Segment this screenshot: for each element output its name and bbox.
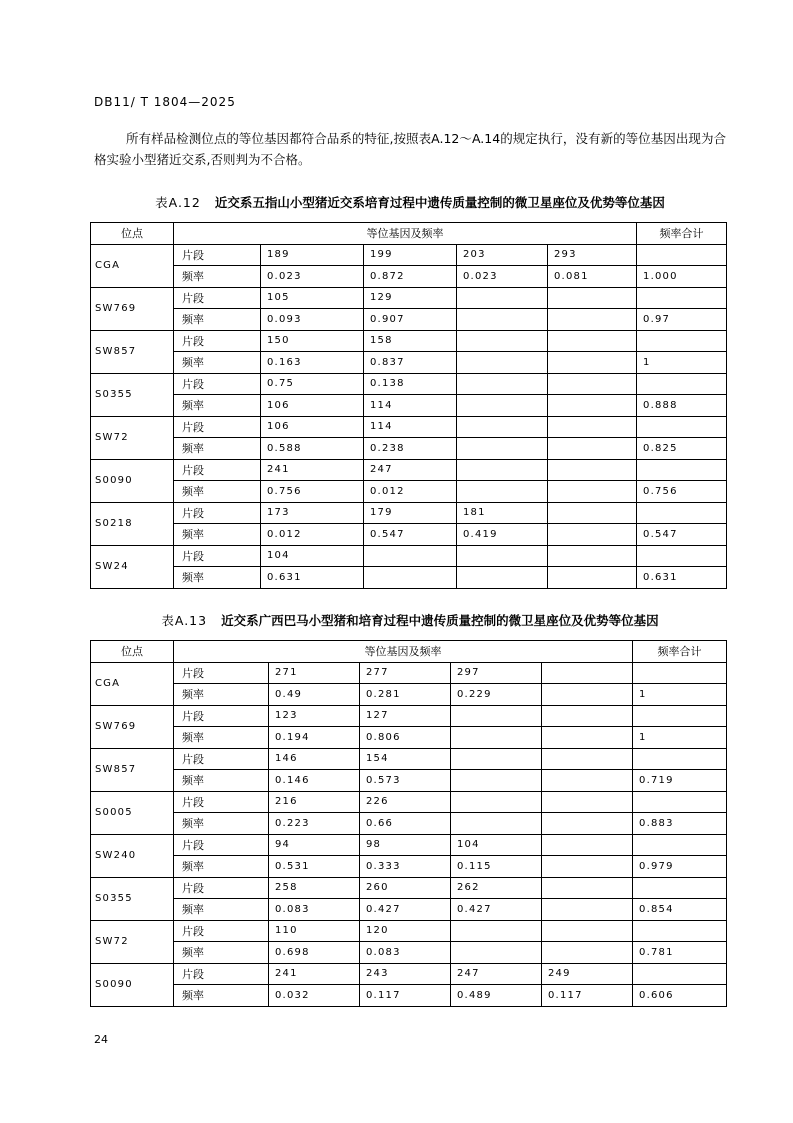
table-row xyxy=(91,662,727,684)
table-row xyxy=(91,266,727,288)
fragment-cell xyxy=(542,662,633,684)
frequency-cell xyxy=(364,567,457,589)
total-cell xyxy=(633,748,727,770)
frequency-cell xyxy=(548,481,637,503)
table-row xyxy=(91,244,727,266)
frequency-cell xyxy=(548,567,637,589)
frequency-label: 频率 xyxy=(174,524,261,546)
table-row xyxy=(91,684,727,706)
total-cell: 0.781 xyxy=(633,942,727,964)
fragment-label: 片段 xyxy=(174,877,269,899)
frequency-cell xyxy=(451,942,542,964)
frequency-cell: 0.698 xyxy=(269,942,360,964)
locus-cell: S0090 xyxy=(91,459,174,502)
frequency-cell: 0.66 xyxy=(360,813,451,835)
table-a12 xyxy=(90,222,727,589)
frequency-cell xyxy=(542,942,633,964)
fragment-label: 片段 xyxy=(174,287,261,309)
fragment-cell xyxy=(542,834,633,856)
fragment-cell xyxy=(364,545,457,567)
locus-cell: SW72 xyxy=(91,920,174,963)
locus-cell: S0090 xyxy=(91,963,174,1006)
fragment-cell: 262 xyxy=(451,877,542,899)
fragment-cell xyxy=(542,791,633,813)
col-header-locus: 位点 xyxy=(91,641,174,663)
fragment-cell xyxy=(457,287,548,309)
frequency-cell: 0.146 xyxy=(269,770,360,792)
total-cell xyxy=(633,834,727,856)
fragment-cell: 258 xyxy=(269,877,360,899)
frequency-cell xyxy=(451,770,542,792)
frequency-cell: 0.806 xyxy=(360,727,451,749)
fragment-label: 片段 xyxy=(174,459,261,481)
frequency-cell: 0.117 xyxy=(360,985,451,1007)
frequency-cell: 0.907 xyxy=(364,309,457,331)
fragment-cell: 297 xyxy=(451,662,542,684)
fragment-cell: 293 xyxy=(548,244,637,266)
fragment-cell: 104 xyxy=(261,545,364,567)
total-cell: 0.631 xyxy=(637,567,727,589)
table-row xyxy=(91,899,727,921)
fragment-cell: 129 xyxy=(364,287,457,309)
fragment-cell: 0.138 xyxy=(364,373,457,395)
frequency-cell: 0.281 xyxy=(360,684,451,706)
frequency-cell xyxy=(451,813,542,835)
fragment-label: 片段 xyxy=(174,748,269,770)
fragment-label: 片段 xyxy=(174,330,261,352)
fragment-cell: 104 xyxy=(451,834,542,856)
table-row xyxy=(91,856,727,878)
table-row xyxy=(91,395,727,417)
table-row xyxy=(91,330,727,352)
frequency-cell xyxy=(542,684,633,706)
table-a13-number: 表A.13 xyxy=(161,613,208,628)
frequency-label: 频率 xyxy=(174,684,269,706)
table-a12-caption xyxy=(90,193,730,211)
fragment-cell xyxy=(548,502,637,524)
intro-paragraph: 所有样品检测位点的等位基因都符合品系的特征,按照表A.12～A.14的规定执行，没有新的等位基因出现为合格实验小型猪近交系,否则判为不合格。 xyxy=(94,131,726,167)
frequency-cell xyxy=(457,438,548,460)
total-cell: 0.888 xyxy=(637,395,727,417)
frequency-cell: 0.419 xyxy=(457,524,548,546)
table-row xyxy=(91,748,727,770)
frequency-label: 频率 xyxy=(174,266,261,288)
fragment-cell: 105 xyxy=(261,287,364,309)
total-cell: 0.756 xyxy=(637,481,727,503)
table-a13-caption xyxy=(90,611,730,629)
frequency-cell xyxy=(457,567,548,589)
frequency-label: 频率 xyxy=(174,899,269,921)
frequency-label: 频率 xyxy=(174,942,269,964)
fragment-cell: 271 xyxy=(269,662,360,684)
fragment-label: 片段 xyxy=(174,834,269,856)
fragment-cell: 203 xyxy=(457,244,548,266)
frequency-cell: 0.032 xyxy=(269,985,360,1007)
total-cell: 0.883 xyxy=(633,813,727,835)
fragment-cell: 247 xyxy=(451,963,542,985)
fragment-cell: 173 xyxy=(261,502,364,524)
frequency-label: 频率 xyxy=(174,395,261,417)
locus-cell: SW72 xyxy=(91,416,174,459)
total-cell: 1.000 xyxy=(637,266,727,288)
fragment-label: 片段 xyxy=(174,373,261,395)
fragment-cell xyxy=(457,459,548,481)
page-number: 24 xyxy=(94,1033,108,1046)
table-row xyxy=(91,963,727,985)
frequency-label: 频率 xyxy=(174,438,261,460)
fragment-cell: 94 xyxy=(269,834,360,856)
fragment-cell: 241 xyxy=(269,963,360,985)
total-cell xyxy=(633,877,727,899)
frequency-cell xyxy=(548,309,637,331)
table-row xyxy=(91,813,727,835)
total-cell: 0.97 xyxy=(637,309,727,331)
frequency-cell: 114 xyxy=(364,395,457,417)
fragment-cell xyxy=(457,416,548,438)
table-row xyxy=(91,287,727,309)
fragment-cell: 277 xyxy=(360,662,451,684)
fragment-cell xyxy=(542,705,633,727)
fragment-cell: 247 xyxy=(364,459,457,481)
table-a12-title: 近交系五指山小型猪近交系培育过程中遗传质量控制的微卫星座位及优势等位基因 xyxy=(214,195,665,210)
total-cell: 1 xyxy=(633,684,727,706)
fragment-cell xyxy=(457,545,548,567)
frequency-cell: 0.012 xyxy=(261,524,364,546)
frequency-cell xyxy=(451,727,542,749)
frequency-cell: 106 xyxy=(261,395,364,417)
fragment-cell xyxy=(548,373,637,395)
frequency-label: 频率 xyxy=(174,727,269,749)
total-cell xyxy=(637,416,727,438)
frequency-cell xyxy=(542,856,633,878)
table-row xyxy=(91,524,727,546)
frequency-label: 频率 xyxy=(174,352,261,374)
fragment-cell xyxy=(457,373,548,395)
fragment-cell: 0.75 xyxy=(261,373,364,395)
fragment-cell xyxy=(542,920,633,942)
frequency-cell xyxy=(548,524,637,546)
total-cell xyxy=(637,545,727,567)
total-cell: 0.979 xyxy=(633,856,727,878)
frequency-cell xyxy=(542,770,633,792)
table-header-row xyxy=(91,641,727,663)
table-row xyxy=(91,481,727,503)
frequency-cell: 0.333 xyxy=(360,856,451,878)
frequency-cell: 0.012 xyxy=(364,481,457,503)
table-row xyxy=(91,942,727,964)
fragment-label: 片段 xyxy=(174,502,261,524)
total-cell: 1 xyxy=(637,352,727,374)
fragment-cell xyxy=(548,287,637,309)
frequency-cell: 0.756 xyxy=(261,481,364,503)
fragment-cell: 243 xyxy=(360,963,451,985)
frequency-cell: 0.117 xyxy=(542,985,633,1007)
locus-cell: S0355 xyxy=(91,373,174,416)
fragment-cell: 216 xyxy=(269,791,360,813)
frequency-label: 频率 xyxy=(174,813,269,835)
frequency-cell: 0.573 xyxy=(360,770,451,792)
frequency-cell: 0.547 xyxy=(364,524,457,546)
fragment-label: 片段 xyxy=(174,920,269,942)
frequency-label: 频率 xyxy=(174,985,269,1007)
fragment-label: 片段 xyxy=(174,791,269,813)
table-row xyxy=(91,459,727,481)
locus-cell: SW857 xyxy=(91,748,174,791)
fragment-label: 片段 xyxy=(174,416,261,438)
fragment-cell: 199 xyxy=(364,244,457,266)
total-cell xyxy=(637,330,727,352)
fragment-label: 片段 xyxy=(174,545,261,567)
frequency-cell: 0.872 xyxy=(364,266,457,288)
table-row xyxy=(91,416,727,438)
fragment-cell xyxy=(451,920,542,942)
frequency-cell: 0.588 xyxy=(261,438,364,460)
fragment-cell: 154 xyxy=(360,748,451,770)
total-cell: 0.547 xyxy=(637,524,727,546)
frequency-cell xyxy=(542,813,633,835)
frequency-cell: 0.023 xyxy=(457,266,548,288)
frequency-cell xyxy=(548,438,637,460)
frequency-label: 频率 xyxy=(174,856,269,878)
locus-cell: CGA xyxy=(91,244,174,287)
locus-cell: SW769 xyxy=(91,705,174,748)
frequency-cell xyxy=(542,899,633,921)
table-row xyxy=(91,438,727,460)
frequency-cell: 0.223 xyxy=(269,813,360,835)
frequency-label: 频率 xyxy=(174,567,261,589)
total-cell xyxy=(633,791,727,813)
fragment-cell xyxy=(548,330,637,352)
total-cell xyxy=(633,920,727,942)
total-cell xyxy=(633,662,727,684)
fragment-cell: 226 xyxy=(360,791,451,813)
total-cell xyxy=(637,502,727,524)
fragment-cell: 106 xyxy=(261,416,364,438)
total-cell xyxy=(637,459,727,481)
frequency-label: 频率 xyxy=(174,770,269,792)
fragment-cell: 127 xyxy=(360,705,451,727)
frequency-label: 频率 xyxy=(174,309,261,331)
fragment-cell: 146 xyxy=(269,748,360,770)
total-cell xyxy=(633,963,727,985)
frequency-cell: 0.531 xyxy=(269,856,360,878)
frequency-cell xyxy=(457,309,548,331)
fragment-cell xyxy=(542,877,633,899)
table-row xyxy=(91,985,727,1007)
table-row xyxy=(91,834,727,856)
col-header-locus: 位点 xyxy=(91,223,174,245)
frequency-cell: 0.081 xyxy=(548,266,637,288)
frequency-cell xyxy=(548,352,637,374)
table-row xyxy=(91,309,727,331)
fragment-cell xyxy=(457,330,548,352)
fragment-cell: 158 xyxy=(364,330,457,352)
fragment-cell xyxy=(451,705,542,727)
table-a13 xyxy=(90,640,727,1007)
fragment-cell xyxy=(451,748,542,770)
total-cell xyxy=(637,244,727,266)
table-row xyxy=(91,545,727,567)
frequency-cell: 0.229 xyxy=(451,684,542,706)
fragment-cell xyxy=(548,545,637,567)
fragment-cell: 260 xyxy=(360,877,451,899)
frequency-cell: 0.837 xyxy=(364,352,457,374)
locus-cell: SW24 xyxy=(91,545,174,588)
frequency-cell: 0.083 xyxy=(360,942,451,964)
locus-cell: SW240 xyxy=(91,834,174,877)
col-header-total: 频率合计 xyxy=(633,641,727,663)
frequency-cell: 0.115 xyxy=(451,856,542,878)
table-header-row xyxy=(91,223,727,245)
fragment-cell: 241 xyxy=(261,459,364,481)
fragment-cell: 98 xyxy=(360,834,451,856)
col-header-alleles: 等位基因及频率 xyxy=(174,223,637,245)
table-row xyxy=(91,352,727,374)
document-code-header: DB11/ T 1804—2025 xyxy=(94,95,236,109)
fragment-cell xyxy=(548,416,637,438)
fragment-cell: 179 xyxy=(364,502,457,524)
fragment-cell xyxy=(451,791,542,813)
fragment-label: 片段 xyxy=(174,705,269,727)
fragment-cell: 114 xyxy=(364,416,457,438)
table-row xyxy=(91,770,727,792)
table-row xyxy=(91,877,727,899)
frequency-cell: 0.023 xyxy=(261,266,364,288)
table-row xyxy=(91,705,727,727)
fragment-cell: 249 xyxy=(542,963,633,985)
fragment-cell: 123 xyxy=(269,705,360,727)
locus-cell: S0355 xyxy=(91,877,174,920)
locus-cell: SW857 xyxy=(91,330,174,373)
fragment-cell: 189 xyxy=(261,244,364,266)
table-a12-number: 表A.12 xyxy=(155,195,201,210)
total-cell xyxy=(637,287,727,309)
fragment-cell: 120 xyxy=(360,920,451,942)
frequency-cell: 0.083 xyxy=(269,899,360,921)
fragment-cell xyxy=(542,748,633,770)
frequency-cell xyxy=(457,352,548,374)
fragment-cell xyxy=(548,459,637,481)
frequency-cell: 0.49 xyxy=(269,684,360,706)
total-cell: 0.606 xyxy=(633,985,727,1007)
locus-cell: S0218 xyxy=(91,502,174,545)
fragment-cell: 110 xyxy=(269,920,360,942)
table-row xyxy=(91,791,727,813)
frequency-cell xyxy=(457,395,548,417)
frequency-label: 频率 xyxy=(174,481,261,503)
frequency-cell: 0.427 xyxy=(360,899,451,921)
frequency-cell: 0.238 xyxy=(364,438,457,460)
total-cell xyxy=(637,373,727,395)
fragment-cell: 150 xyxy=(261,330,364,352)
locus-cell: CGA xyxy=(91,662,174,705)
total-cell: 0.825 xyxy=(637,438,727,460)
total-cell: 0.719 xyxy=(633,770,727,792)
frequency-cell: 0.489 xyxy=(451,985,542,1007)
table-row xyxy=(91,920,727,942)
table-row xyxy=(91,373,727,395)
locus-cell: S0005 xyxy=(91,791,174,834)
total-cell xyxy=(633,705,727,727)
col-header-total: 频率合计 xyxy=(637,223,727,245)
fragment-label: 片段 xyxy=(174,963,269,985)
col-header-alleles: 等位基因及频率 xyxy=(174,641,633,663)
fragment-cell: 181 xyxy=(457,502,548,524)
table-row xyxy=(91,502,727,524)
frequency-cell: 0.093 xyxy=(261,309,364,331)
total-cell: 1 xyxy=(633,727,727,749)
table-a13-title: 近交系广西巴马小型猪和培育过程中遗传质量控制的微卫星座位及优势等位基因 xyxy=(221,613,659,628)
total-cell: 0.854 xyxy=(633,899,727,921)
frequency-cell xyxy=(457,481,548,503)
frequency-cell: 0.427 xyxy=(451,899,542,921)
frequency-cell: 0.631 xyxy=(261,567,364,589)
frequency-cell xyxy=(548,395,637,417)
locus-cell: SW769 xyxy=(91,287,174,330)
frequency-cell: 0.194 xyxy=(269,727,360,749)
frequency-cell: 0.163 xyxy=(261,352,364,374)
table-row xyxy=(91,567,727,589)
fragment-label: 片段 xyxy=(174,662,269,684)
fragment-label: 片段 xyxy=(174,244,261,266)
table-row xyxy=(91,727,727,749)
frequency-cell xyxy=(542,727,633,749)
